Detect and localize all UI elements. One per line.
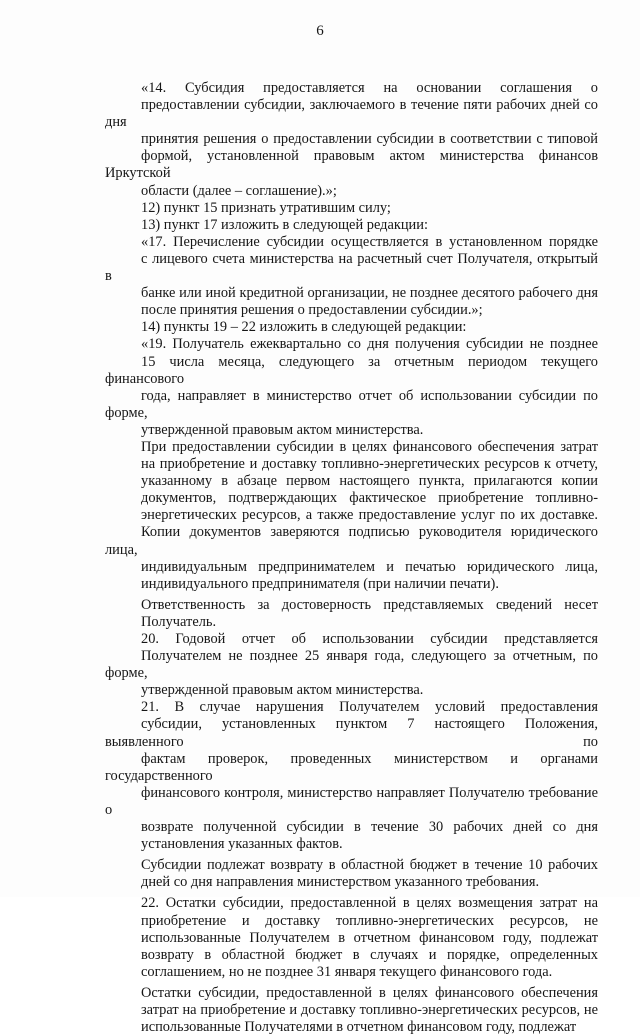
text-line: использованные Получателями в отчетном финансовом году, подлежат (141, 1019, 577, 1036)
text-line: установления указанных фактов. (141, 836, 343, 853)
paragraph (105, 336, 598, 439)
text-line: утвержденной правовым актом министерства. (141, 421, 424, 438)
paragraph (105, 631, 598, 699)
paragraph (105, 597, 598, 631)
paragraph (105, 439, 598, 593)
paragraph (105, 234, 598, 319)
text-line: принятия решения о предоставлении субсидии в соответствии с типовой (141, 131, 598, 148)
text-line: указанному в абзаце первом настоящего пункта, прилагаются копии (141, 473, 598, 490)
text-line: на приобретение и доставку топливно-энергетических ресурсов к отчету, (141, 456, 598, 473)
text-line: возврате полученной субсидии в течение 30 рабочих дней со дня (141, 819, 598, 836)
paragraph (105, 217, 598, 234)
text-line: использованные Получателем в отчетном финансовом году, подлежат (141, 929, 598, 946)
paragraph (105, 985, 598, 1036)
text-line: после принятия решения о предоставлении субсидии.»; (141, 302, 483, 319)
text-line: финансового контроля, министерство направляет Получателю требование о (105, 784, 598, 818)
text-line: «19. Получатель ежеквартально со дня получения субсидии не позднее (141, 336, 598, 353)
text-line: с лицевого счета министерства на расчетный счет Получателя, открытый в (105, 250, 598, 285)
text-line: затрат на приобретение и доставку топливно-энергетических ресурсов, не (141, 1001, 598, 1018)
text-line: фактам проверок, проведенных министерством и органами государственного (105, 750, 598, 784)
text-line: соглашением, но не позднее 31 января текущего финансового года. (141, 963, 553, 980)
paragraph (105, 895, 598, 980)
text-line: Получателем не позднее 25 января года, следующего за отчетным, по форме, (105, 648, 598, 682)
text-line: Субсидии подлежат возврату в областной бюджет в течение 10 рабочих (141, 857, 598, 874)
text-line: года, направляет в министерство отчет об использовании субсидии по форме, (105, 387, 598, 421)
text-line: Остатки субсидии, предоставленной в целях финансового обеспечения (141, 984, 598, 1001)
text-line: приобретение и доставку топливно-энергетических ресурсов, не (141, 912, 598, 929)
paragraph (105, 319, 598, 336)
text-line: 21. В случае нарушения Получателем условий предоставления (141, 699, 598, 716)
text-line: банке или иной кредитной организации, не позднее десятого рабочего дня (141, 285, 598, 302)
paragraph (105, 699, 598, 853)
text-line: дней со дня направления министерством указанного требования. (141, 874, 540, 891)
text-line: энергетических ресурсов, а также предоставление услуг по их доставке. (141, 507, 598, 524)
text-line: утвержденной правовым актом министерства. (141, 682, 424, 699)
text-line: 12) пункт 15 признать утратившим силу; (141, 199, 391, 216)
paragraph (105, 200, 598, 217)
text-line: Получатель. (141, 613, 217, 630)
text-line: 15 числа месяца, следующего за отчетным периодом текущего финансового (105, 353, 598, 387)
text-line: «14. Субсидия предоставляется на основании соглашения о (141, 80, 598, 96)
document-body (105, 80, 598, 1036)
text-line: возврату в областной бюджет в случаях и порядке, определенных (141, 946, 598, 963)
text-line: индивидуальным предпринимателем и печатью юридического лица, (141, 558, 598, 575)
text-line: 14) пункты 19 – 22 изложить в следующей редакции: (141, 319, 467, 336)
text-line: Копии документов заверяются подписью руководителя юридического лица, (105, 524, 598, 558)
text-line: области (далее – соглашение).»; (141, 182, 337, 199)
text-line: индивидуального предпринимателя (при наличии печати). (141, 575, 499, 592)
paragraph (105, 857, 598, 891)
text-line: При предоставлении субсидии в целях финансового обеспечения затрат (141, 438, 598, 455)
text-line: 13) пункт 17 изложить в следующей редакции: (141, 216, 428, 233)
text-line: документов, подтверждающих фактическое приобретение топливно- (141, 490, 598, 507)
text-line: предоставлении субсидии, заключаемого в течение пяти рабочих дней со дня (105, 97, 598, 131)
paragraph (105, 80, 598, 200)
text-line: 20. Годовой отчет об использовании субсидии представляется (141, 631, 598, 647)
text-line: 22. Остатки субсидии, предоставленной в целях возмещения затрат на (141, 895, 598, 912)
text-line: Ответственность за достоверность представляемых сведений несет (141, 596, 598, 613)
text-line: «17. Перечисление субсидии осуществляется в установленном порядке (141, 233, 598, 250)
text-line: субсидии, установленных пунктом 7 настоящего Положения, выявленного по (105, 716, 598, 750)
page-number: 6 (316, 23, 324, 39)
text-line: формой, установленной правовым актом министерства финансов Иркутской (105, 148, 598, 182)
